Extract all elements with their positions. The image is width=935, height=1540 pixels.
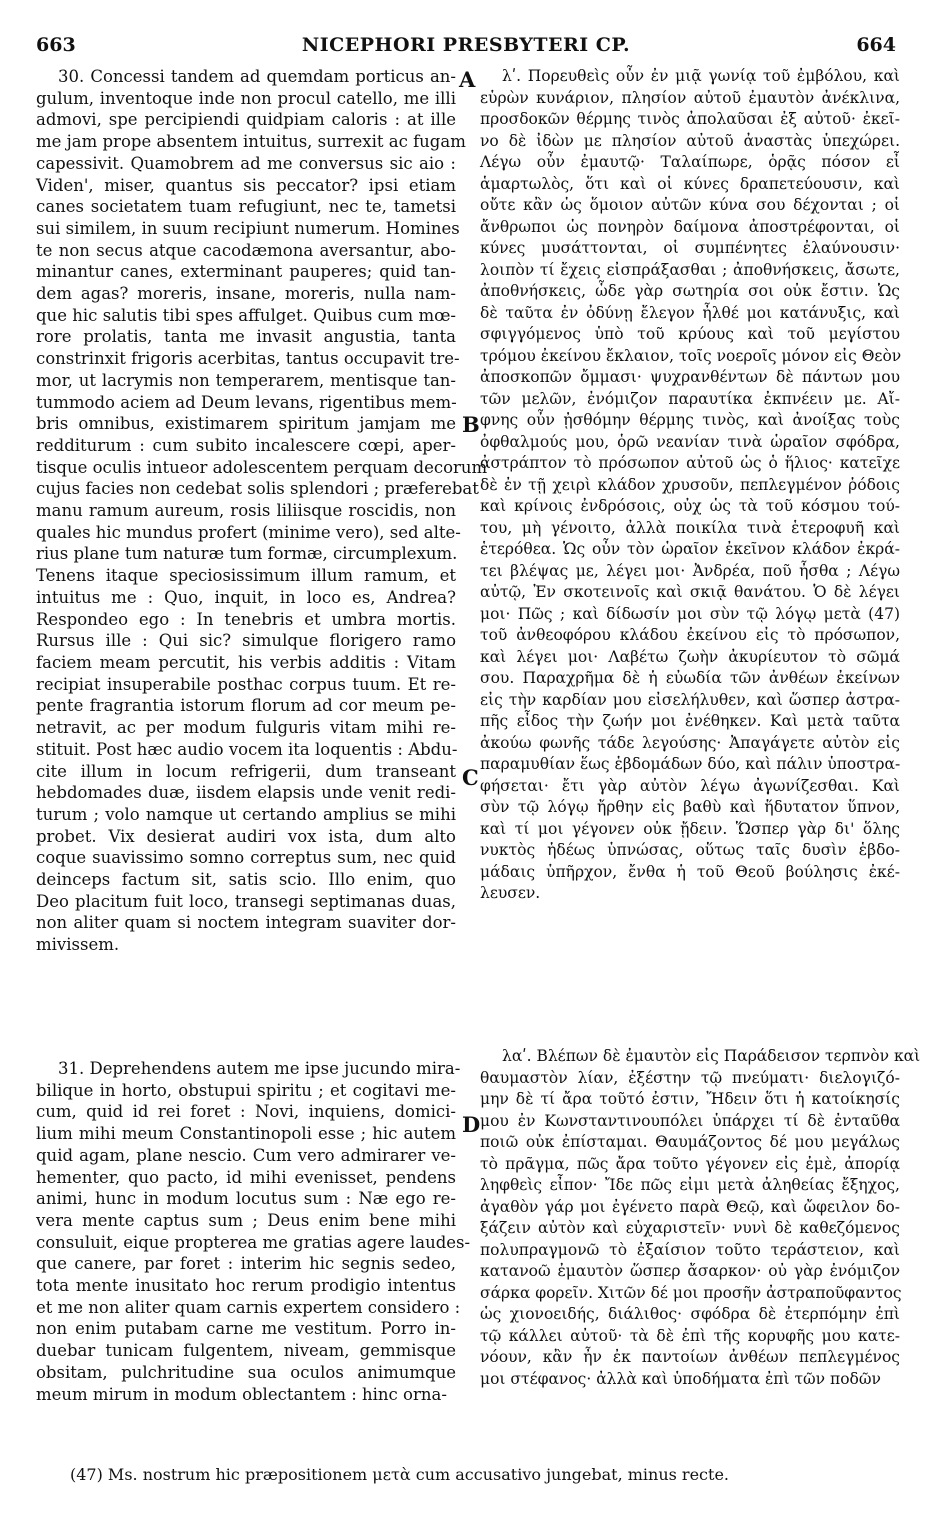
text-line: λοιπὸν τί ἔχεις εἰσπράξασθαι ; ἀποθνήσκεις, ἄσωτε, (480, 260, 900, 279)
text-line: καὶ τί μοι γέγονεν οὐκ ᾔδειν. Ὥσπερ γὰρ δι' ὅλης (480, 819, 900, 838)
text-line: πῆς εἶδος τὴν ζωήν μοι ἐνέθηκεν. Καὶ μετὰ ταῦτα (480, 712, 900, 730)
text-line: τὸ πρᾶγμα, πῶς ἄρα τοῦτο γέγονεν εἰς ἐμὲ, ἀπορίᾳ (480, 1154, 900, 1173)
text-line: capessivit. Quamobrem ad me conversus sic aio : (36, 153, 456, 173)
text-line: Tenens itaque speciosissimum illum ramum, et (36, 566, 456, 586)
text-line: hementer, quo pacto, id mihi evenisset, pendens (36, 1167, 456, 1187)
text-line: 30. Concessi tandem ad quemdam porticus an- (58, 67, 456, 86)
text-line: bilique in horto, obstupui spiritu ; et cogitavi me- (36, 1080, 456, 1100)
text-line: tota mente inusitato hoc rerum prodigio intentus (36, 1276, 456, 1296)
text-line: σάρκα φορεῖν. Χιτῶν δέ μοι προσῆν ἀστραποῦφαντος (480, 1283, 902, 1302)
text-line: Rursus ille : Qui sic? simulque florigero ramo (36, 631, 456, 651)
text-line: σὺν τῷ λόγῳ ἤρθην εἰς βαθὺ καὶ ἥδυτατον ὕπνον, (480, 798, 900, 816)
text-line: stituit. Post hæc audio vocem ita loquentis : Abdu- (36, 739, 458, 759)
text-line: pente fragrantia istorum florum ad cor meum pe- (36, 696, 456, 716)
text-line: καὶ λέγει μοι· Λαβέτω ζωὴν ἀκυρίευτον τὸ σῶμά (480, 647, 900, 666)
text-line: τοῦ ἀνθεοφόρου κλάδου ἐκείνου εἰς τὸ πρόσωπον, (480, 626, 900, 644)
text-line: sui similem, in suum recipiunt numerum. Homines (36, 218, 460, 238)
text-line: μοι· Πῶς ; καὶ δίδωσίν μοι σὺν τῷ λόγῳ μετὰ (47) (480, 604, 900, 623)
text-line: coque suavissimo somno correptus sum, nec quid (36, 848, 456, 868)
text-line: ἀκούω φωνῆς τάδε λεγούσης· Ἀπαγάγετε αὐτὸν εἰς (480, 733, 900, 752)
text-line: rius plane tum naturæ tum formæ, circumplexum. (36, 544, 458, 564)
text-line: redditurum : cum subito incalescere cœpi, aper- (36, 435, 456, 455)
page-number-left: 663 (36, 34, 76, 56)
text-line: dem agas? moreris, insane, moreris, nulla nam- (36, 284, 456, 304)
text-line: minantur canes, exterminant pauperes; quid tan- (36, 262, 456, 282)
text-line: cujus facies non cedebat solis splendori ; præferebat (36, 479, 479, 499)
text-line: cite illum in locum refrigerii, dum transeant (36, 761, 456, 781)
text-line: πολυπραγμονῶ τὸ ἐξαίσιον τοῦτο τεράστειον, καὶ (480, 1240, 900, 1259)
margin-letter-a: A (459, 67, 476, 92)
text-line: consuluit, eique propterea me gratias agere laudes- (36, 1232, 471, 1252)
text-line: mivissem. (36, 935, 120, 955)
text-line: τει βλέψας με, λέγει μοι· Ἀνδρέα, ποῦ ἦσθα ; Λέγω (480, 561, 900, 580)
text-line: que canere, par foret : interim hic segnis sedeo, (36, 1254, 456, 1274)
text-line: intuitus me : Quo, inquit, in loco es, Andrea? (36, 587, 456, 607)
text-line: κύνες μυσάττονται, οἱ συμπένητες ἐλαύνουσιν· (480, 239, 900, 257)
text-line: probet. Vix desierat audiri vox ista, dum alto (36, 826, 456, 846)
text-line: quales hic mundus profert (minime vero), sed alte- (36, 522, 461, 542)
running-title: NICEPHORI PRESBYTERI CP. (301, 34, 631, 56)
text-line: canes societatem tuam refugiunt, nec te, tametsi (36, 197, 456, 217)
text-line: ἀστράπτον τὸ πρόσωπον αὐτοῦ ὡς ὁ ἥλιος· κατεῖχε (480, 454, 900, 472)
text-line: μάδαις ὑπῆρχον, ἔνθα ἡ τοῦ Θεοῦ βούλησις ἐκέ- (480, 862, 900, 881)
latin-section-31 (36, 1058, 471, 1454)
text-line: ἁμαρτωλὸς, ὅτι καὶ οἱ κύνες δραπετεύουσιν, καὶ (480, 174, 900, 193)
text-line: tummodo aciem ad Deum levans, rigentibus mem- (36, 392, 457, 412)
text-line: μοι στέφανος· ἀλλὰ καὶ ὑποδήματα ἐπὶ τῶν ποδῶν (480, 1369, 881, 1388)
text-line: mor, ut lacrymis non temperarem, mentisque tan- (36, 370, 456, 390)
text-line: κατανοῶ ἐμαυτὸν ὥσπερ ἄσαρκον· οὐ γὰρ ἐνόμιζον (480, 1262, 900, 1280)
text-line: deinceps factum sit, satis scio. Illo enim, quo (36, 870, 456, 890)
text-line: obsitam, pulchritudine sua oculos animumque (36, 1362, 456, 1382)
text-line: λʹ. Πορευθεὶς οὖν ἐν μιᾷ γωνίᾳ τοῦ ἐμβόλου, καὶ (502, 67, 900, 85)
text-line: λαʹ. Βλέπων δὲ ἐμαυτὸν εἰς Παράδεισον τερπνὸν καὶ (502, 1047, 921, 1065)
text-line: 31. Deprehendens autem me ipse jucundo mira- (58, 1059, 461, 1078)
text-line: lium mihi meum Constantinopoli esse ; hic autem (36, 1124, 456, 1144)
text-line: non enim putabam carne me vestitum. Porro in- (36, 1319, 456, 1339)
text-line: constrinxit frigoris acerbitas, tantus occupavit tre- (36, 349, 460, 369)
text-line: me jam prope absentem intuitus, surrexit ac fugam (36, 132, 466, 152)
text-line: εὑρὼν κυνάριον, πλησίον αὐτοῦ ἐμαυτὸν ἀνέκλινα, (480, 88, 900, 107)
text-line: Respondeo ego : In tenebris et umbra mortis. (36, 609, 456, 629)
text-line: Deo placitum fuit loco, transegi septimanas duas, (36, 891, 456, 911)
text-line: non aliter quam si noctem integram suaviter dor- (36, 913, 456, 933)
text-line: que hic salutis tibi spes affulget. Quibus cum mœ- (36, 305, 456, 325)
text-line: λευσεν. (480, 884, 541, 902)
text-line: θαυμαστὸν λίαν, ἐξέστην τῷ πνεύματι· διελογιζό- (480, 1068, 900, 1087)
text-line: σου. Παραχρῆμα δὲ ἡ εὐωδία τῶν ἀνθέων ἐκείνων (480, 669, 900, 687)
text-line: et me non aliter quam carnis expertem considero : (36, 1297, 461, 1317)
text-line: τρόμου ἐκείνου ἔκλαιον, τοῖς νοεροῖς μόνον εἰς Θεὸν (480, 346, 902, 365)
text-line: νυκτὸς ἡδέως ὑπνώσας, οὕτως ταῖς δυσὶν ἑβδο- (480, 841, 900, 859)
text-line: ἄνθρωποι ὡς πονηρὸν δαίμονα ἀποστρέφονται, οἱ (480, 217, 900, 236)
text-line: του, μὴ γένοιτο, ἀλλὰ ποικίλα τινὰ ἑτεροφυῆ καὶ (480, 518, 900, 537)
text-line: ληφθεὶς εἶπον· Ἴδε πῶς εἰμι μετὰ ἀληθείας ἔξηχος, (480, 1176, 900, 1194)
latin-section-30 (36, 66, 488, 1048)
text-line: καὶ κρίνοις ἐνδρόσοις, οὐχ ὡς τὰ τοῦ κόσμου τού- (480, 497, 900, 515)
text-line: αὐτῷ, Ἐν σκοτεινοῖς καὶ σκιᾷ θανάτου. Ὁ δὲ λέγει (480, 583, 900, 601)
text-line: τῷ κάλλει αὐτοῦ· τὰ δὲ ἐπὶ τῆς κορυφῆς μου κατε- (480, 1326, 900, 1345)
text-line: tisque oculis intueor adolescentem perquam decorum (36, 457, 488, 477)
text-line: manu ramum aureum, rosis liliisque roscidis, non (36, 501, 456, 521)
text-line: παραμυθίαν ἕως ἑβδομάδων δύο, καὶ πάλιν ὑποστρα- (480, 755, 901, 773)
margin-letter-c: C (462, 765, 479, 790)
text-line: rore prolatis, tanta me invasit angustia, tanta (36, 327, 456, 347)
text-line: τῶν μελῶν, ἐνόμιζον παραυτίκα ἐκπνέειν με. Αἴ- (480, 389, 900, 408)
text-line: νόουν, κἂν ἦν ἐκ παντοίων ἀνθέων πεπλεγμένος (480, 1348, 900, 1366)
text-line: te non secus atque cacodæmona aversantur, abo- (36, 240, 456, 260)
text-line: προσδοκῶν θέρμης τινὸς ἀπολαῦσαι ἐξ αὐτοῦ· ἐκεῖ- (480, 110, 900, 128)
text-line: ἀποσκοπῶν ὄμμασι· ψυχρανθέντων δὲ πάντων μου (480, 368, 900, 386)
text-line: admovi, spe percipiendi quidpiam caloris : at ille (36, 110, 456, 130)
margin-letter-d: D (462, 1112, 481, 1137)
text-line: vera mente captus sum ; Deus enim bene mihi (36, 1210, 456, 1230)
text-line: recipiat insuperabile posthac corpus tuum. Et re- (36, 674, 456, 694)
text-line: μην δὲ τί ἄρα τοῦτό ἐστιν, Ἤδειν ὅτι ἡ κατοίκησίς (480, 1090, 900, 1108)
text-line: quid agam, plane nescio. Cum vero admirarer ve- (36, 1145, 456, 1165)
text-line: εἰς τὴν καρδίαν μου εἰσελήλυθεν, καὶ ὥσπερ ἀστρα- (480, 690, 900, 709)
text-line: ὀφθαλμούς μου, ὁρῶ νεανίαν τινὰ ὡραῖον σφόδρα, (480, 432, 900, 451)
text-line: ποιῶ οὐκ ἐπίσταμαι. Θαυμάζοντος δέ μου μεγάλως (480, 1133, 900, 1151)
text-line: οὔτε κἂν ὡς ὅμοιον αὐτῶν κύνα σου δέχονται ; οἱ (480, 196, 900, 214)
text-line: φήσεται· ἔτι γὰρ αὐτὸν λέγω ἀγωνίζεσθαι. Καὶ (480, 776, 900, 795)
text-line: hebdomades duæ, iisdem elapsis unde venit redi- (36, 783, 456, 803)
page-header (36, 30, 896, 64)
text-line: ἑτερόθεα. Ὡς οὖν τὸν ὡραῖον ἐκεῖνον κλάδον ἐκρά- (480, 540, 900, 558)
text-line: cum, quid id rei foret : Novi, inquiens, domici- (36, 1102, 456, 1122)
text-line: meum mirum in modum oblectantem : hinc orna- (36, 1384, 447, 1404)
text-line: ὡς χιονοειδής, διάλιθος· σφόδρα δὲ ἐτερπόμην ἐπὶ (480, 1305, 900, 1323)
text-line: ξάζειν αὐτὸν καὶ εὐχαριστεῖν· νυνὶ δὲ καθεζόμενος (480, 1219, 900, 1237)
greek-section-30 (480, 66, 902, 902)
text-line: δὲ ταῦτα ἐν ὀδύνῃ ἔλεγον ἦλθέ μοι κατάνυξις, καὶ (480, 303, 900, 322)
text-line: δὲ ἐν τῇ χειρὶ κλάδον χρυσοῦν, πεπλεγμένον ῥόδοις (480, 475, 900, 494)
text-line: faciem meam percutit, his verbis additis : Vitam (36, 652, 456, 672)
text-line: animi, hunc in modum locutus sum : Næ ego re- (36, 1189, 456, 1209)
text-line: duebar tunicam fulgentem, niveam, gemmisque (36, 1341, 456, 1361)
text-line: turum ; volo namque ut certando amplius se mihi (36, 804, 456, 824)
text-line: gulum, inventoque inde non procul catello, me illi (36, 88, 456, 108)
text-line: Viden', miser, quantus sis peccator? ipsi etiam (36, 175, 456, 195)
text-line: νο δὲ ἰδὼν με πλησίον αὐτοῦ ἀναστὰς ὑπεχώρει. (480, 131, 900, 150)
greek-section-31 (480, 1046, 921, 1446)
footnote: (47) Ms. nostrum hic præpositionem μετὰ cum accusativo jungebat, minus recte. (70, 1465, 729, 1484)
text-line: bris omnibus, existimarem spiritum jamjam me (36, 414, 456, 434)
text-line: ἀγαθὸν γάρ μοι ἐγένετο παρὰ Θεῷ, καὶ ὤφειλον δο- (480, 1197, 900, 1216)
text-line: Λέγω οὖν ἐμαυτῷ· Ταλαίπωρε, ὁρᾷς πόσον εἶ (480, 153, 900, 171)
text-line: μου ἐν Κωνσταντινουπόλει ὑπάρχει τί δὲ ἐνταῦθα (480, 1111, 900, 1130)
page-number-right: 664 (856, 34, 896, 56)
margin-letter-b: B (462, 412, 480, 437)
text-line: φνης οὖν ᾐσθόμην θέρμης τινὸς, καὶ ἀνοίξας τοὺς (480, 411, 900, 429)
text-line: ἀποθνήσκεις, ὧδε γὰρ σωτηρία σοι οὐκ ἔστιν. Ὡς (480, 282, 900, 300)
text-line: netravit, ac per modum fulguris vitam mihi re- (36, 718, 456, 738)
text-line: σφιγγόμενος ὑπὸ τοῦ κρύους καὶ τοῦ μεγίστου (480, 325, 900, 343)
